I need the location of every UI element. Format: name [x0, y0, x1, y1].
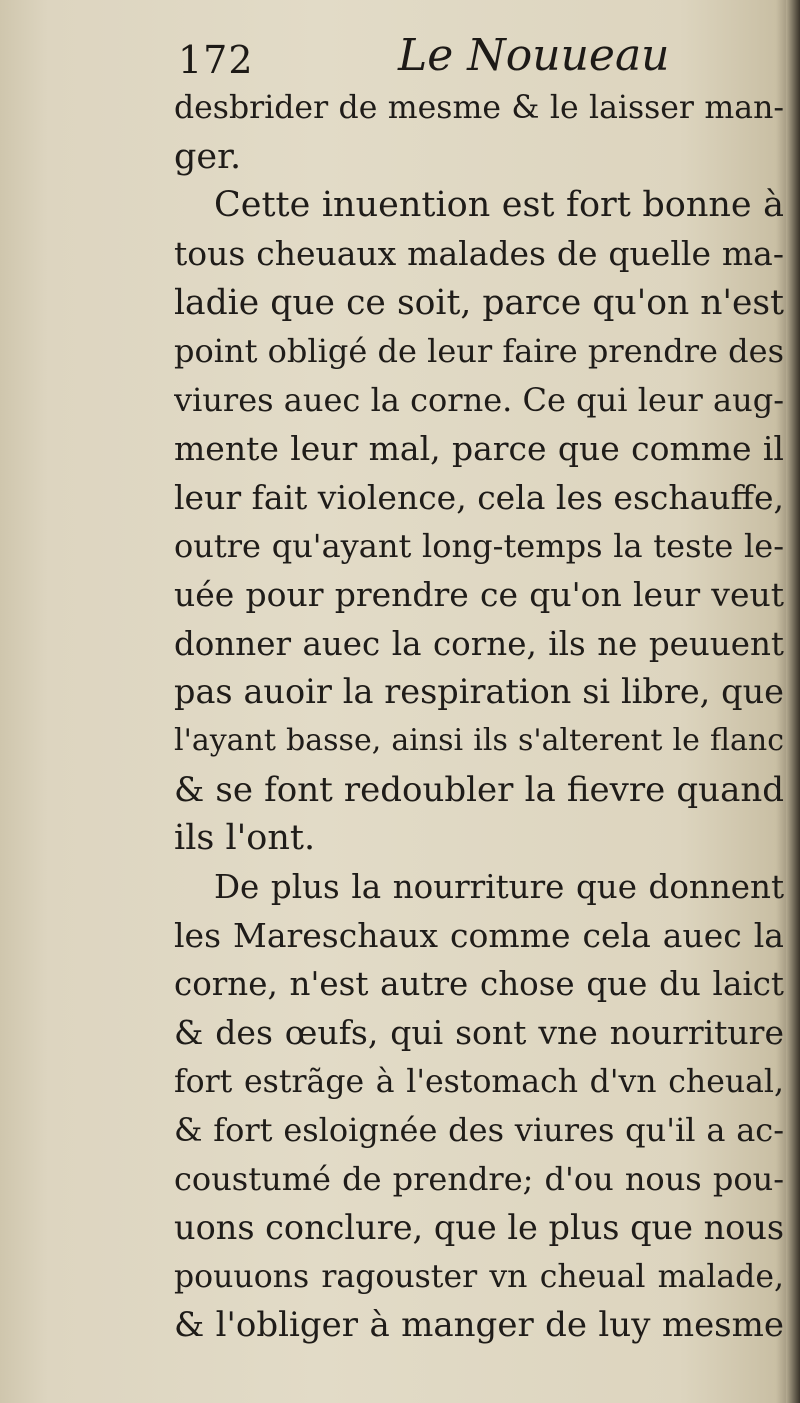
page-edge-shadow — [786, 0, 800, 1403]
text-line: & se font redoubler la fievre quand — [174, 769, 784, 810]
text-line: De plus la nourriture que donnent — [214, 868, 784, 906]
text-line: point obligé de leur faire prendre des — [174, 332, 784, 371]
text-line: Cette inuention est fort bonne à — [214, 185, 784, 226]
text-line: l'ayant basse, ainsi ils s'alterent le flanc — [174, 722, 784, 758]
text-line: pas auoir la respiration si libre, que — [174, 672, 784, 712]
text-line: les Mareschaux comme cela auec la — [174, 915, 784, 955]
text-line: donner auec la corne, ils ne peuuent — [174, 624, 784, 663]
text-line: tous cheuaux malades de quelle ma- — [174, 234, 784, 274]
text-line: mente leur mal, parce que comme il — [174, 428, 784, 468]
text-line: coustumé de prendre; d'ou nous pou- — [174, 1160, 784, 1199]
body-text — [174, 84, 784, 1350]
text-line: fort estrãge à l'estomach d'vn cheual, — [174, 1063, 784, 1100]
page-number: 172 — [178, 38, 254, 82]
text-line: desbrider de mesme & le laisser man- — [174, 90, 784, 126]
text-line: ger. — [174, 136, 242, 177]
text-line: uons conclure, que le plus que nous — [174, 1207, 784, 1247]
text-line: ladie que ce soit, parce qu'on n'est — [174, 282, 784, 323]
text-line: viures auec la corne. Ce qui leur aug- — [174, 381, 784, 420]
text-line: leur fait violence, cela les eschauffe, — [174, 477, 784, 517]
text-line: & fort esloignée des viures qu'il a ac- — [174, 1111, 784, 1150]
text-line: & des œufs, qui sont vne nourriture — [174, 1013, 784, 1053]
text-line: corne, n'est autre chose que du laict — [174, 965, 784, 1004]
text-line: ils l'ont. — [174, 818, 316, 859]
text-line: outre qu'ayant long-temps la teste le- — [174, 527, 784, 566]
running-title: Le Nouueau — [398, 30, 670, 81]
page-header — [178, 30, 778, 90]
text-line: & l'obliger à manger de luy mesme — [174, 1305, 784, 1346]
text-line: pouuons ragouster vn cheual malade, — [174, 1258, 784, 1295]
text-line: uée pour prendre ce qu'on leur veut — [174, 574, 784, 614]
